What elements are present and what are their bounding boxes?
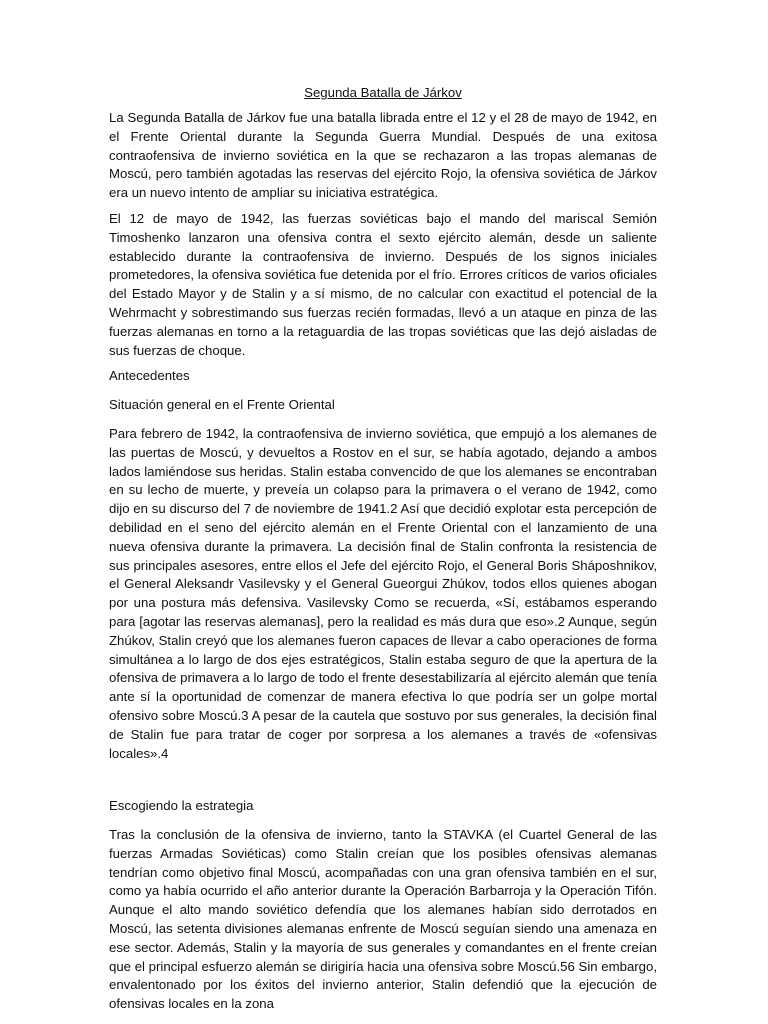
paragraph-spacer <box>109 770 657 797</box>
document-title: Segunda Batalla de Járkov <box>304 85 462 100</box>
intro-paragraph: La Segunda Batalla de Járkov fue una batalla librada entre el 12 y el 28 de mayo de 1942, en el Frente Oriental durante la Segunda Guerra Mundial. Después de una exitosa contraofensiva de invierno soviética en la que se rechazaron a las tropas alemanas de Moscú, pero también agotadas las reservas del ejército Rojo, la ofensiva soviética de Járkov era un nuevo intento de ampliar su iniciativa estratégica. <box>109 110 657 201</box>
situacion-paragraph: Para febrero de 1942, la contraofensiva de invierno soviética, que empujó a los alemanes de las puertas de Moscú, y devueltos a Rostov en el sur, se había agotado, dejando a ambos lados lamiéndose sus heridas. Stalin estaba convencido de que los alemanes se encontraban en su lecho de muerte, y preveía un colapso para la primavera o el verano de 1942, como dijo en su discurso del 7 de noviembre de 1941.2 Así que decidió explotar esta percepción de debilidad en el seno del ejército alemán en el Frente Oriental con el lanzamiento de una nueva ofensiva durante la primavera. La decisión final de Stalin confronta la resistencia de sus principales asesores, entre ellos el Jefe del ejército Rojo, el General Boris Sháposhnikov, el General Aleksandr Vasilevsky y el General Gueorgui Zhúkov, todos ellos quienes abogan por una postura más defensiva. Vasilevsky Como se recuerda, «Sí, estábamos esperando para [agotar las reservas alemanas], pero la realidad es más dura que eso».2 Aunque, según Zhúkov, Stalin creyó que los alemanes fueron capaces de llevar a cabo operaciones de forma simultánea a lo largo de dos ejes estratégicos, Stalin estaba seguro de que la apertura de la ofensiva de primavera a lo largo de todo el frente desestabilizaría al ejército alemán que tenía ante sí la oportunidad de comenzar de manera efectiva lo que podría ser un golpe mortal ofensivo sobre Moscú.3 A pesar de la cautela que sostuvo por sus generales, la decisión final de Stalin fue para tratar de coger por sorpresa a los alemanes a través de «ofensivas locales».4 <box>109 425 657 761</box>
section-heading-antecedentes: Antecedentes <box>109 368 190 384</box>
estrategia-paragraph: Tras la conclusión de la ofensiva de invierno, tanto la STAVKA (el Cuartel General de las fuerzas Armadas Soviéticas) como Stalin creían que los posibles ofensivas alemanas tendrían como objetivo final Moscú, acompañadas con una gran ofensiva también en el sur, como ya había ocurrido el año anterior durante la Operación Barbarroja y la Operación Tifón. Aunque el alto mando soviético defendía que los alemanes habían sido derrotados en Moscú, las setenta divisiones alemanas enfrente de Moscú seguían siendo una amenaza en ese sector. Además, Stalin y la mayoría de sus generales y comandantes en el frente creían que el principal esfuerzo alemán se dirigiría hacia una ofensiva sobre Moscú.56 Sin embargo, envalentonado por los éxitos del invierno anterior, Stalin defendió que la ejecución de ofensivas locales en la zona <box>109 827 657 1012</box>
section-heading-estrategia: Escogiendo la estrategia <box>109 798 254 814</box>
offensive-paragraph: El 12 de mayo de 1942, las fuerzas soviéticas bajo el mando del mariscal Semión Timoshenko lanzaron una ofensiva contra el sexto ejército alemán, desde un saliente establecido durante la contraofensiva de invierno. Después de los signos iniciales prometedores, la ofensiva soviética fue detenida por el frío. Errores críticos de varios oficiales del Estado Mayor y de Stalin y a sí mismo, de no calcular con exactitud el potencial de la Wehrmacht y sobrestimando sus fuerzas recién formadas, llevó a un ataque en pinza de las fuerzas alemanas en torno a la retaguardia de las tropas soviéticas que las dejó aisladas de sus fuerzas de choque. <box>109 210 657 358</box>
document-page <box>109 84 657 1021</box>
section-heading-situacion: Situación general en el Frente Oriental <box>109 397 335 413</box>
